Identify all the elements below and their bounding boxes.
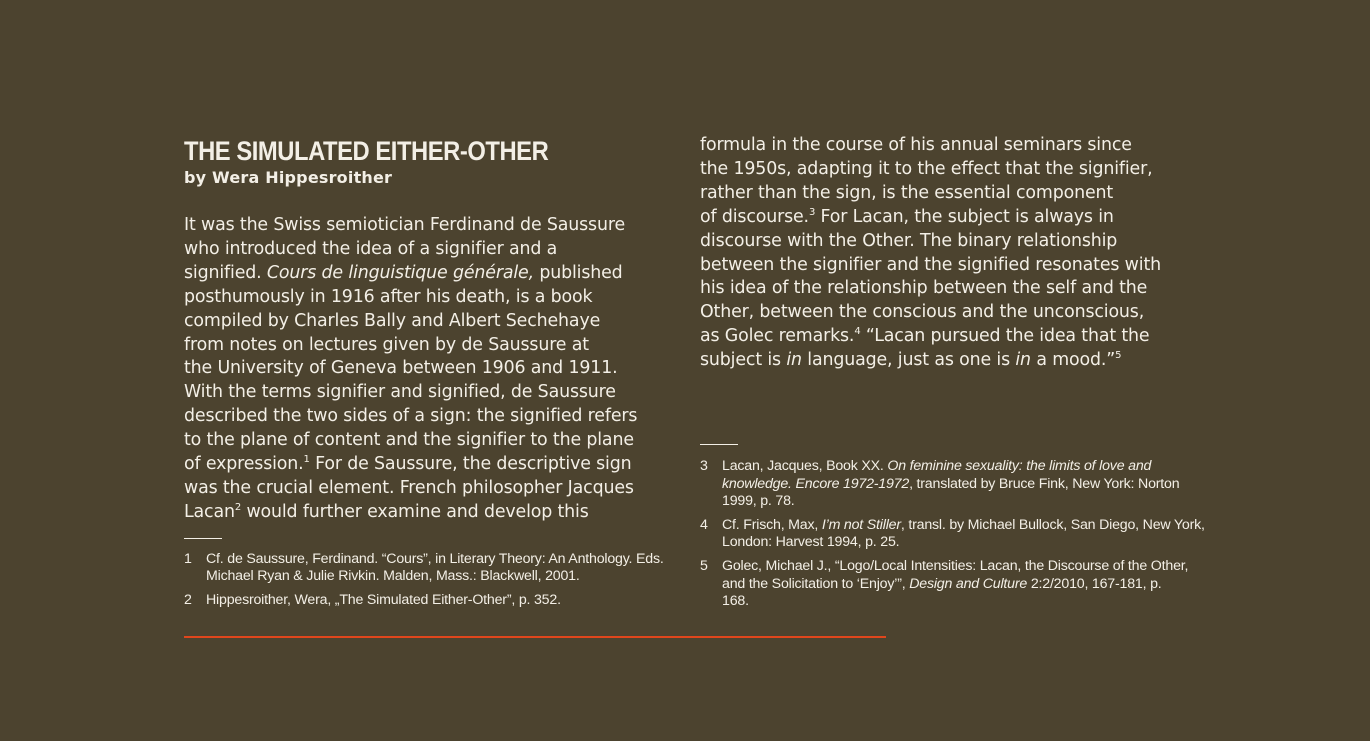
- text-run: of discourse.: [700, 206, 809, 227]
- body-line: formula in the course of his annual seminars since: [700, 135, 1132, 155]
- body-line: [700, 349, 1200, 373]
- footnote-line: [722, 476, 1200, 494]
- emphasis-in: in: [1015, 350, 1031, 371]
- footnote-line: [722, 576, 1200, 594]
- text-run: , transl. by Michael Bullock, San Diego, New York,: [900, 516, 1205, 533]
- body-line: his idea of the relationship between the self and the: [700, 278, 1148, 299]
- body-line: posthumously in 1916 after his death, is a book: [184, 286, 593, 307]
- body-line: [184, 262, 674, 286]
- body-line: the University of Geneva between 1906 and 1911.: [184, 358, 618, 379]
- body-line: [700, 325, 1200, 349]
- body-line: rather than the sign, is the essential component: [700, 182, 1114, 203]
- journal-title: Design and Culture: [909, 575, 1028, 592]
- footnote-line: London: Harvest 1994, p. 25.: [722, 534, 900, 551]
- emphasis-in: in: [786, 350, 802, 371]
- footnote-text: [722, 517, 1205, 552]
- footnote-divider: [184, 538, 222, 539]
- body-line: It was the Swiss semiotician Ferdinand de Saussure: [184, 215, 626, 235]
- footnote-number: 2: [184, 591, 192, 608]
- footnote-text: [206, 592, 674, 610]
- body-paragraph-right: [700, 134, 1200, 373]
- text-run: published: [533, 262, 623, 283]
- footnote-5: [700, 558, 1200, 611]
- footnote-ref-3[interactable]: 3: [808, 206, 816, 218]
- footnotes-left: [184, 551, 674, 610]
- footnote-line: Hippesroither, Wera, „The Simulated Either-Other”, p. 352.: [206, 591, 561, 608]
- book-title: I’m not Stiller: [821, 516, 901, 533]
- footnote-line: Michael Ryan & Julie Rivkin. Malden, Mass.: Blackwell, 2001.: [206, 568, 580, 585]
- left-column: [184, 136, 674, 616]
- body-line: was the crucial element. French philosopher Jacques: [184, 477, 634, 498]
- text-run: signified.: [184, 262, 267, 283]
- body-line: to the plane of content and the signifier to the plane: [184, 430, 634, 451]
- body-line: compiled by Charles Bally and Albert Sechehaye: [184, 310, 601, 331]
- text-run: Lacan: [184, 501, 235, 522]
- text-run: , translated by Bruce Fink, New York: Norton: [909, 475, 1180, 492]
- footnote-3: [700, 458, 1200, 511]
- text-run: Cf. Frisch, Max,: [722, 516, 822, 533]
- footnote-number: 1: [184, 550, 192, 567]
- footnote-1: [184, 551, 674, 586]
- body-line: [700, 206, 1200, 230]
- text-run: of expression.: [184, 454, 304, 475]
- body-line: discourse with the Other. The binary relationship: [700, 230, 1118, 251]
- body-line: Other, between the conscious and the unconscious,: [700, 302, 1145, 323]
- footnotes-right: [700, 458, 1205, 611]
- footnote-text: [206, 551, 674, 586]
- footnote-line: Cf. de Saussure, Ferdinand. “Cours”, in Literary Theory: An Anthology. Eds.: [206, 550, 664, 567]
- text-run: For de Saussure, the descriptive sign: [309, 454, 632, 475]
- body-line: the 1950s, adapting it to the effect that the signifier,: [700, 158, 1153, 179]
- footnote-line: 1999, p. 78.: [722, 493, 795, 510]
- footnote-ref-1[interactable]: 1: [303, 454, 310, 466]
- body-line: between the signifier and the signified resonates with: [700, 254, 1161, 275]
- text-run: as Golec remarks.: [700, 326, 855, 347]
- article-byline: by Wera Hippesroither: [184, 168, 393, 187]
- footnote-text: [722, 458, 1200, 511]
- footnote-ref-5[interactable]: 5: [1115, 350, 1122, 362]
- body-line: from notes on lectures given by de Saussure at: [184, 334, 589, 355]
- footnote-ref-2[interactable]: 2: [234, 501, 242, 513]
- footnote-line: [722, 517, 1205, 535]
- body-line: [184, 453, 674, 477]
- right-column: [700, 134, 1205, 617]
- text-run: For Lacan, the subject is always in: [815, 206, 1114, 227]
- footnote-2: [184, 592, 674, 610]
- text-run: Lacan, Jacques, Book XX.: [722, 458, 888, 475]
- footnote-line: [722, 458, 1200, 476]
- body-paragraph-left: [184, 214, 674, 525]
- text-run: would further examine and develop this: [241, 501, 589, 522]
- footnote-line: Golec, Michael J., “Logo/Local Intensities: Lacan, the Discourse of the Other,: [722, 558, 1189, 575]
- article-title: THE SIMULATED EITHER-OTHER: [184, 136, 549, 166]
- text-run: 2:2/2010, 167-181, p.: [1027, 575, 1162, 592]
- text-run: subject is: [700, 350, 787, 371]
- body-line: described the two sides of a sign: the signified refers: [184, 406, 638, 427]
- footnote-text: [722, 558, 1200, 611]
- body-line: With the terms signifier and signified, de Saussure: [184, 382, 616, 403]
- accent-rule: [184, 636, 886, 638]
- footnote-number: 3: [700, 458, 708, 475]
- footnote-divider: [700, 444, 738, 445]
- text-run: and the Solicitation to ‘Enjoy’”,: [722, 575, 910, 592]
- text-run: language, just as one is: [801, 350, 1016, 371]
- footnote-ref-4[interactable]: 4: [854, 326, 861, 338]
- footnote-number: 5: [700, 558, 708, 575]
- book-title: On feminine sexuality: the limits of love and: [887, 458, 1152, 475]
- text-run: a mood.”: [1030, 350, 1116, 371]
- body-line: who introduced the idea of a signifier and a: [184, 238, 558, 259]
- book-title-cours: Cours de linguistique générale,: [266, 262, 534, 283]
- footnote-line: 168.: [722, 593, 749, 610]
- body-line: [184, 501, 674, 525]
- footnote-4: [700, 516, 1205, 552]
- book-title: knowledge. Encore 1972-1972: [722, 475, 910, 492]
- text-run: “Lacan pursued the idea that the: [860, 326, 1150, 347]
- footnote-number: 4: [700, 516, 708, 533]
